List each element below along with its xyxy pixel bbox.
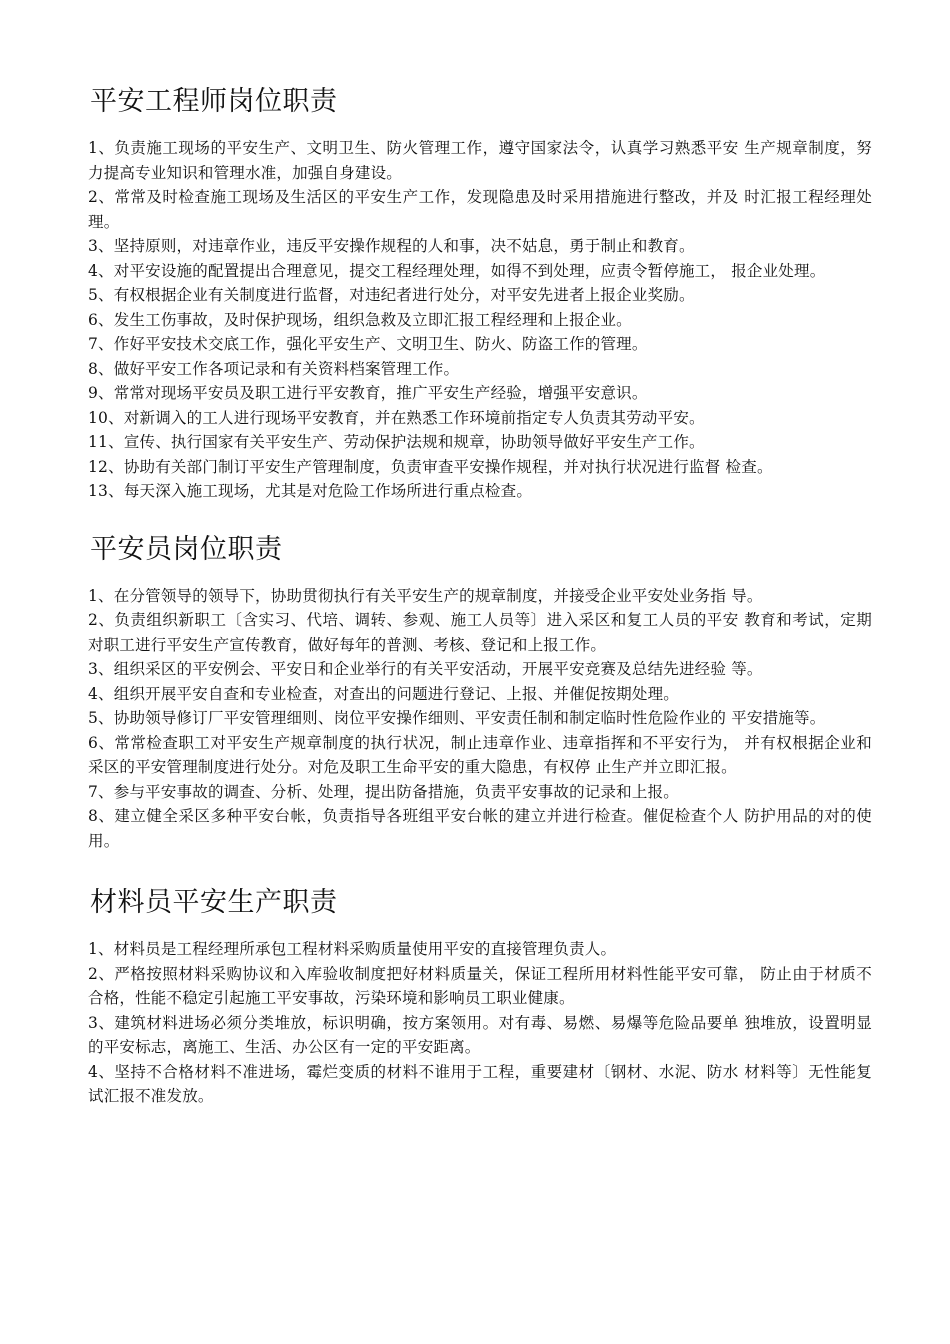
list-item: 9、常常对现场平安员及职工进行平安教育，推广平安生产经验，增强平安意识。 xyxy=(88,384,648,402)
section-title: 材料员平安生产职责 xyxy=(90,887,338,918)
duty-list xyxy=(88,136,872,504)
list-item: 2、负责组织新职工〔含实习、代培、调转、参观、施工人员等〕进入采区和复工人员的平安 教育和考试，定期对职工进行平安生产宣传教育，做好每年的普测、考核、登记和上报工作。 xyxy=(88,611,872,654)
list-item: 4、组织开展平安自查和专业检查，对查出的问题进行登记、上报、并催促按期处理。 xyxy=(88,684,679,703)
section-title: 平安工程师岗位职责 xyxy=(90,86,338,117)
section-title: 平安员岗位职责 xyxy=(90,533,283,565)
list-item: 2、严格按照材料采购协议和入库验收制度把好材料质量关，保证工程所用材料性能平安可靠， 防止由于材质不合格，性能不稳定引起施工平安事故，污染环境和影响员工职业健康。 xyxy=(88,964,872,1007)
list-item: 1、材料员是工程经理所承包工程材料采购质量使用平安的直接管理负责人。 xyxy=(88,940,617,958)
list-item: 4、对平安设施的配置提出合理意见，提交工程经理处理，如得不到处理，应责令暂停施工， 报企业处理。 xyxy=(88,261,826,280)
document-page xyxy=(88,82,872,1109)
list-item: 7、参与平安事故的调查、分析、处理，提出防备措施，负责平安事故的记录和上报。 xyxy=(88,782,679,801)
list-item: 7、作好平安技术交底工作，强化平安生产、文明卫生、防火、防盗工作的管理。 xyxy=(88,335,648,353)
list-item: 5、有权根据企业有关制度进行监督，对违纪者进行处分，对平安先进者上报企业奖励。 xyxy=(88,286,695,304)
list-item: 10、对新调入的工人进行现场平安教育，并在熟悉工作环境前指定专人负责其劳动平安。 xyxy=(88,408,705,427)
section-material-officer xyxy=(88,883,872,1109)
list-item: 11、宣传、执行国家有关平安生产、劳动保护法规和规章，协助领导做好平安生产工作。 xyxy=(88,433,705,451)
list-item: 12、协助有关部门制订平安生产管理制度，负责审查平安操作规程，并对执行状况进行监督 检查。 xyxy=(88,457,773,476)
section-safety-officer xyxy=(88,530,872,854)
list-item: 2、常常及时检查施工现场及生活区的平安生产工作，发现隐患及时采用措施进行整改，并及 时汇报工程经理处理。 xyxy=(88,188,872,231)
list-item: 8、建立健全采区多种平安台帐，负责指导各班组平安台帐的建立并进行检查。催促检查个人 防护用品的对的使用。 xyxy=(88,807,872,850)
list-item: 3、坚持原则，对违章作业，违反平安操作规程的人和事，决不姑息，勇于制止和教育。 xyxy=(88,237,695,255)
list-item: 4、坚持不合格材料不准进场，霉烂变质的材料不谁用于工程，重要建材〔钢材、水泥、防水 材料等〕无性能复试汇报不准发放。 xyxy=(88,1062,872,1105)
list-item: 3、建筑材料进场必须分类堆放，标识明确，按方案领用。对有毒、易燃、易爆等危险品要单 独堆放，设置明显的平安标志，离施工、生活、办公区有一定的平安距离。 xyxy=(88,1013,872,1056)
duty-list xyxy=(88,937,872,1109)
duty-list xyxy=(88,584,872,854)
list-item: 1、在分管领导的领导下，协助贯彻执行有关平安生产的规章制度，并接受企业平安处业务指 导。 xyxy=(88,586,763,605)
list-item: 3、组织采区的平安例会、平安日和企业举行的有关平安活动，开展平安竞赛及总结先进经验 等。 xyxy=(88,660,763,678)
list-item: 13、每天深入施工现场，尤其是对危险工作场所进行重点检查。 xyxy=(88,482,533,500)
list-item: 1、负责施工现场的平安生产、文明卫生、防火管理工作，遵守国家法令，认真学习熟悉平安 生产规章制度，努力提高专业知识和管理水准，加强自身建设。 xyxy=(88,139,872,182)
list-item: 6、发生工伤事故，及时保护现场，组织急救及立即汇报工程经理和上报企业。 xyxy=(88,310,632,329)
list-item: 8、做好平安工作各项记录和有关资料档案管理工作。 xyxy=(88,359,460,378)
section-safety-engineer xyxy=(88,82,872,504)
list-item: 6、常常检查职工对平安生产规章制度的执行状况，制止违章作业、违章指挥和不平安行为， 并有权根据企业和采区的平安管理制度进行处分。对危及职工生命平安的重大隐患，有权停 止生产并立即汇报。 xyxy=(88,733,872,776)
list-item: 5、协助领导修订厂平安管理细则、岗位平安操作细则、平安责任制和制定临时性危险作业的 平安措施等。 xyxy=(88,709,826,727)
